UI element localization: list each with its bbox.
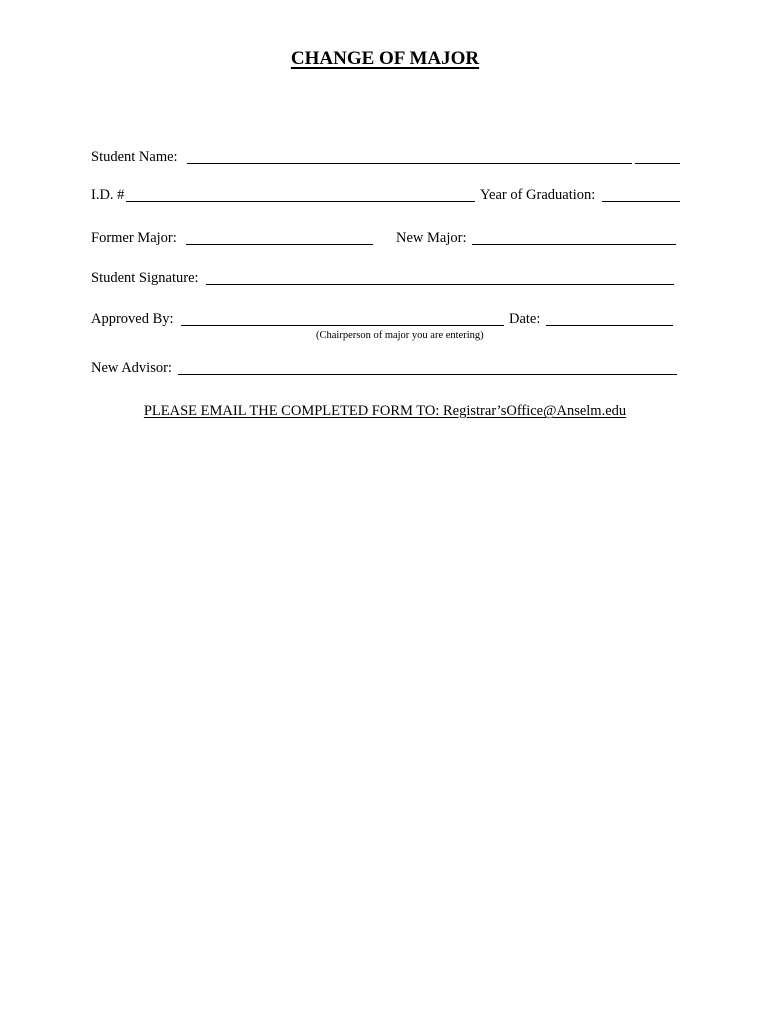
new-major-label: New Major:: [396, 230, 467, 246]
id-row: [91, 185, 691, 205]
new-advisor-row: [91, 358, 691, 378]
student-name-field[interactable]: [187, 163, 632, 164]
new-major-field[interactable]: [472, 244, 676, 245]
approved-by-label: Approved By:: [91, 311, 174, 327]
major-row: [91, 228, 691, 248]
new-advisor-field[interactable]: [178, 374, 677, 375]
student-name-label: Student Name:: [91, 149, 178, 165]
former-major-field[interactable]: [186, 244, 373, 245]
page-title: CHANGE OF MAJOR: [290, 48, 480, 69]
email-instruction: PLEASE EMAIL THE COMPLETED FORM TO: Registrar’sOffice@Anselm.edu: [143, 403, 627, 419]
approved-by-field[interactable]: [181, 325, 504, 326]
year-of-graduation-field[interactable]: [602, 201, 680, 202]
date-field[interactable]: [546, 325, 673, 326]
student-name-row: [91, 147, 691, 167]
student-signature-label: Student Signature:: [91, 270, 199, 286]
id-number-label: I.D. #: [91, 187, 125, 203]
student-signature-row: [91, 268, 691, 288]
id-number-field[interactable]: [126, 201, 475, 202]
former-major-label: Former Major:: [91, 230, 177, 246]
new-advisor-label: New Advisor:: [91, 360, 172, 376]
year-of-graduation-label: Year of Graduation:: [480, 187, 596, 203]
student-name-field-extension[interactable]: [635, 163, 680, 164]
approved-by-row: [91, 309, 691, 329]
date-label: Date:: [509, 311, 541, 327]
approved-by-note: (Chairperson of major you are entering): [316, 330, 484, 341]
student-signature-field[interactable]: [206, 284, 674, 285]
